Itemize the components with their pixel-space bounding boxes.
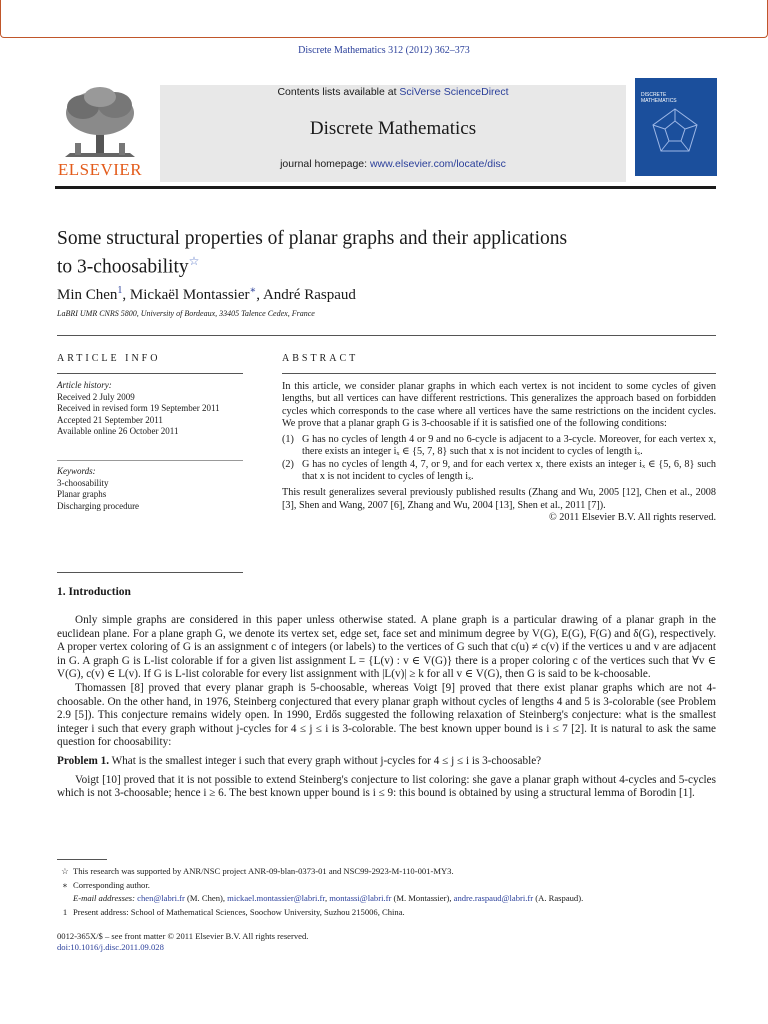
contents-prefix: Contents lists available at	[277, 86, 400, 98]
article-info-heading: ARTICLE INFO	[57, 353, 161, 364]
intro-paragraph-1: Only simple graphs are considered in this paper unless otherwise stated. A plane graph is a particular drawing of a planar graph in the euclidean plane. For a plane graph G, we denote its vertex set, edge set, face set and minimum degree by V(G), E(G), F(G) and δ(G), respectively. A proper vertex coloring of G is an assignment c of integers (or labels) to the vertices of G such that c(u) ≠ c(v) if the vertices u and v are adjacent in G. A graph G is L-list colorable if for a given list assignment L = {L(v) : v ∈ V(G)} there is a proper coloring c of the vertices such that ∀v ∈ V(G), c(v) ∈ L(v). If G is L-list colorable for every list assignment with |L(v)| ≥ k for all v ∈ V(G), then G is said to be k-choosable.	[57, 614, 716, 681]
top-frame	[0, 0, 768, 38]
homepage-link[interactable]: www.elsevier.com/locate/disc	[369, 158, 506, 170]
homepage-prefix: journal homepage:	[280, 158, 370, 170]
title-line-1: Some structural properties of planar graphs and their applications	[57, 228, 568, 249]
email-link[interactable]: montassi@labri.fr	[329, 893, 392, 904]
author-2-mark[interactable]: ∗	[249, 285, 257, 296]
keyword: Planar graphs	[57, 489, 107, 499]
abstract-body	[282, 381, 716, 524]
footnotes	[57, 865, 716, 919]
keywords	[57, 466, 243, 512]
footnote-emails	[57, 892, 716, 906]
email-separator: ,	[324, 893, 330, 904]
condition-2-number: (2)	[282, 458, 294, 470]
publisher-wordmark: ELSEVIER	[57, 160, 143, 179]
email-link[interactable]: andre.raspaud@labri.fr	[453, 893, 534, 904]
author-3: André Raspaud	[262, 287, 356, 303]
author-list: Min Chen$^1$, Mickaël Montassier∗, André Raspaud	[57, 285, 356, 303]
issn-line: 0012-365X/$ – see front matter © 2011 Elsevier B.V. All rights reserved.	[57, 931, 309, 941]
condition-1-number: (1)	[282, 434, 294, 446]
footnote-text: Corresponding author.	[73, 879, 150, 890]
paper-title	[57, 227, 697, 279]
problem-label: Problem 1.	[57, 754, 109, 767]
footnote-rule	[57, 859, 107, 860]
title-line-2: to 3-choosability	[57, 256, 189, 278]
footnote-mark: ☆	[61, 866, 69, 876]
abstract-intro: In this article, we consider planar graphs in which each vertex is not incident to some cycles of given lengths, but all vertices can have different restrictions. This generalizes the approach based on forbidden cycles which corresponds to the case where all vertices have the same restrictions on the incident cycles. We prove that a planar graph G is 3-choosable if it is satisfied one of the following conditions:	[282, 381, 716, 429]
abstract-rule	[282, 373, 716, 374]
footnote-address	[57, 906, 716, 920]
footnote-mark: 1	[62, 906, 68, 917]
intro-paragraph-2: Thomassen [8] proved that every planar graph is 5-choosable, whereas Voigt [9] proved that there exist planar graphs which are not 4-choosable. On the other hand, in 1976, Steinberg conjectured that every planar graph without cycles of lengths 4 and 5 is 3-colorable (see Problem 2.9 [5]). This conjecture remains widely open. In 1990, Erdős suggested the following relaxation of Steinberg's conjecture: what is the smallest integer i such that every graph without j-cycles for 4 ≤ j ≤ i is 3-colorable. The best known upper bound is i ≤ 7 [2]. It is natural to ask the same question for choosability:	[57, 681, 716, 749]
email-link[interactable]: mickael.montassier@labri.fr	[227, 893, 325, 904]
email-label: E-mail addresses:	[73, 893, 135, 904]
history-online: Available online 26 October 2011	[57, 426, 179, 436]
problem-1	[57, 755, 716, 769]
email-link[interactable]: chen@labri.fr	[137, 893, 185, 904]
abstract-generalizes: This result generalizes several previously published results (Zhang and Wu, 2005 [12], Chen et al., 2008 [3], Shen and Wang, 2007 [6], Zhang and Wu, 2004 [13], Shen et al., 2011 [7]).	[282, 487, 716, 511]
footnote-text: This research was supported by ANR/NSC project ANR-09-blan-0373-01 and NSC99-2923-M-110-001-MY3.	[73, 866, 454, 876]
condition-2-text: G has no cycles of length 4, 7, or 9, and for each vertex x, there exists an integer iₓ ∈ {5, 6, 8} such that x is not incident to cycles of length iₓ.	[302, 458, 716, 483]
author-1-mark[interactable]: 1	[117, 285, 123, 296]
homepage-line	[160, 158, 626, 170]
article-history	[57, 380, 243, 438]
footnote-mark: ∗	[62, 879, 68, 890]
header-rule	[55, 186, 716, 189]
sciencedirect-link[interactable]: SciVerse ScienceDirect	[399, 86, 509, 98]
cover-title: DISCRETE MATHEMATICS	[641, 92, 677, 104]
history-revised: Received in revised form 19 September 2011	[57, 403, 220, 413]
author-1: Min Chen	[57, 287, 118, 303]
condition-1	[282, 434, 716, 459]
author-2: Mickaël Montassier	[129, 287, 250, 303]
affiliation: LaBRI UMR CNRS 5800, University of Bordeaux, 33405 Talence Cedex, France	[57, 309, 315, 318]
email-owner: (A. Raspaud).	[533, 893, 584, 904]
journal-title: Discrete Mathematics	[309, 118, 477, 139]
intro-heading: 1. Introduction	[57, 586, 131, 598]
keyword: Discharging procedure	[57, 500, 140, 511]
history-received: Received 2 July 2009	[57, 391, 135, 402]
cover-graph-icon	[645, 105, 705, 155]
journal-citation-link[interactable]: Discrete Mathematics 312 (2012) 362–373	[298, 45, 470, 56]
abstract-copyright: © 2011 Elsevier B.V. All rights reserved.	[548, 511, 716, 523]
abstract-heading: ABSTRACT	[282, 353, 359, 364]
intro-rule	[57, 572, 243, 573]
intro-paragraph-3: Voigt [10] proved that it is not possible to extend Steinberg's conjecture to list coloring: she gave a planar graph without 4-cycles and 5-cycles which is not 3-choosable; hence i ≥ 6. The best known upper bound is i ≤ 9: this bound is obtained by using a structural lemma of Borodin [1].	[57, 773, 716, 800]
affiliation-rule	[57, 335, 716, 336]
intro-body	[57, 614, 716, 801]
keywords-label: Keywords:	[57, 466, 96, 476]
condition-2	[282, 459, 716, 484]
condition-1-text: G has no cycles of length 4 or 9 and no 6-cycle is adjacent to a 3-cycle. Moreover, for each vertex x, there exists an integer iₓ ∈ {5, 7, 8} such that x is not incident to cycles of length iₓ.	[302, 434, 716, 458]
problem-text: What is the smallest integer i such that every graph without j-cycles for 4 ≤ j ≤ i is 3-choosable?	[111, 754, 542, 767]
contents-line	[160, 86, 626, 98]
email-owner: (M. Montassier),	[391, 893, 454, 904]
email-owner: (M. Chen),	[184, 893, 228, 904]
footnote-text: Present address: School of Mathematical Sciences, Soochow University, Suzhou 215006, China.	[73, 906, 405, 917]
article-info-rule	[57, 373, 243, 374]
footnote-corresponding	[57, 879, 716, 893]
keyword: 3-choosability	[57, 477, 109, 488]
title-footnote-mark[interactable]: ☆	[188, 254, 200, 268]
doi-link[interactable]: doi:10.1016/j.disc.2011.09.028	[57, 942, 164, 952]
history-label: Article history:	[57, 380, 112, 390]
footnote-funding	[57, 865, 716, 879]
history-accepted: Accepted 21 September 2011	[57, 414, 163, 425]
keywords-rule	[57, 460, 243, 461]
publication-info	[57, 931, 716, 953]
